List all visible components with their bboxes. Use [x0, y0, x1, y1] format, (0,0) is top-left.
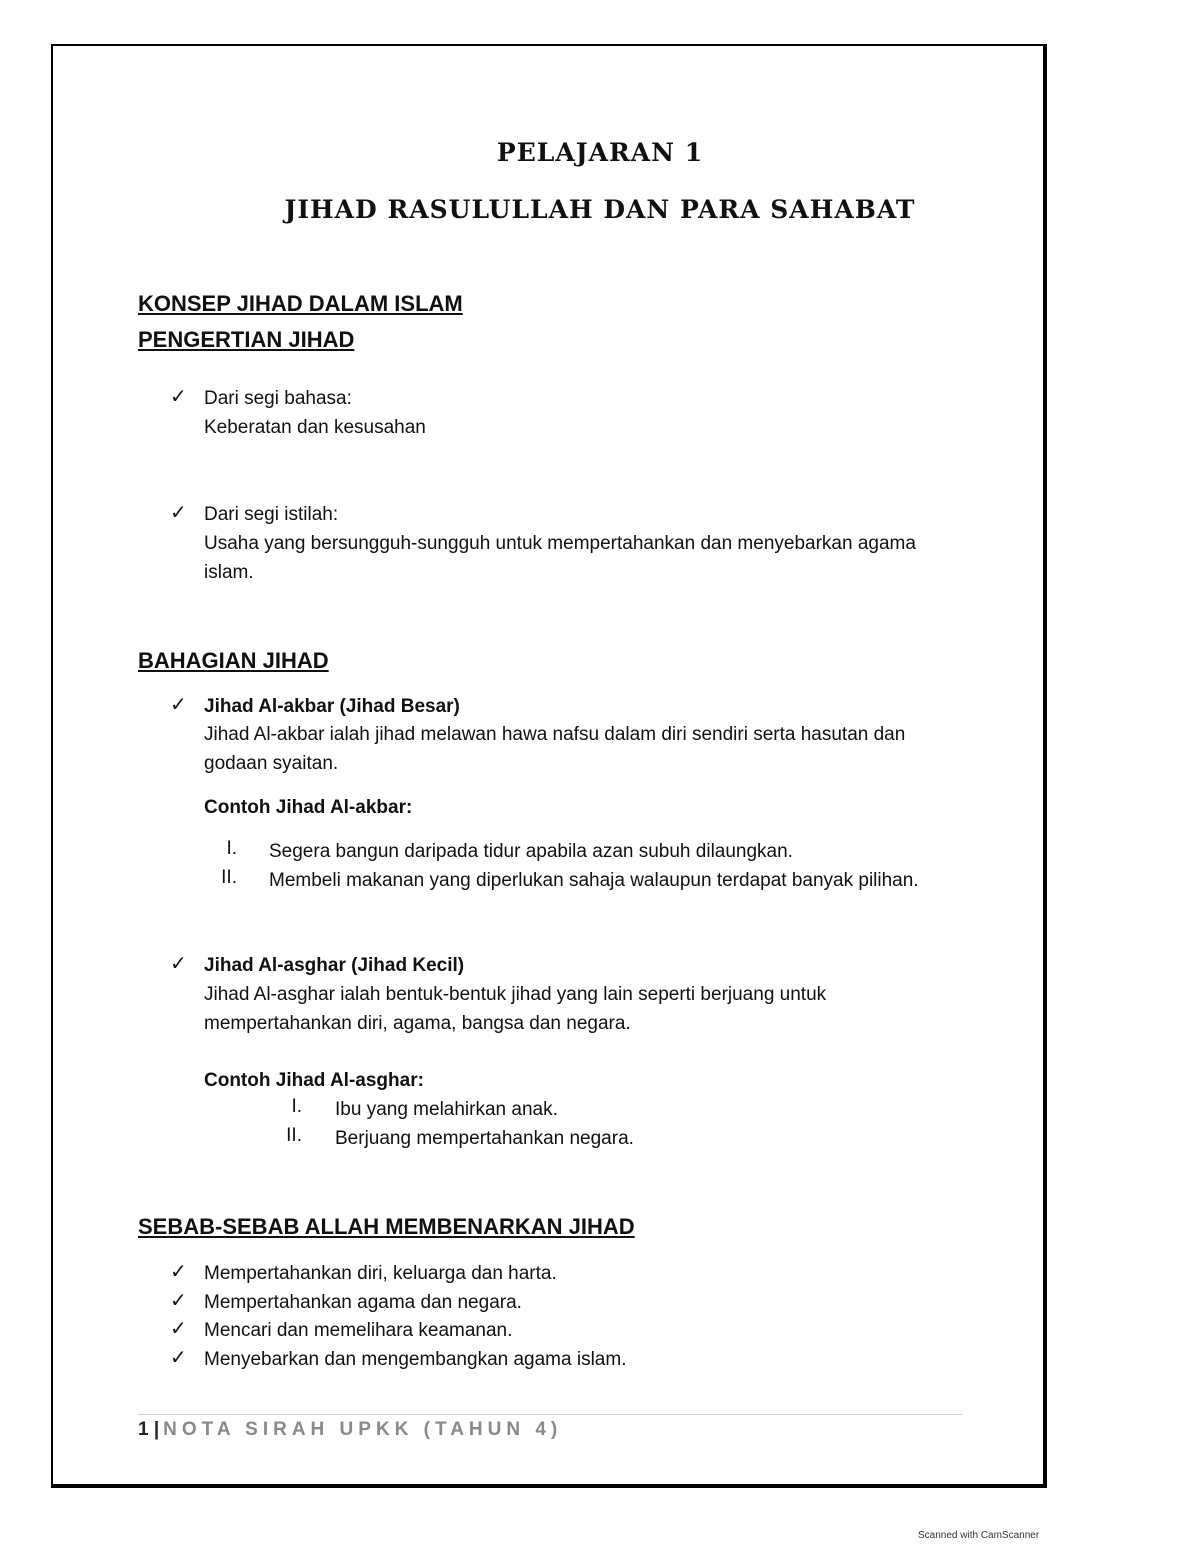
akbar-text-line2: godaan syaitan. — [204, 753, 339, 774]
check-icon: ✓ — [170, 1347, 187, 1369]
asghar-text-line1: Jihad Al-asghar ialah bentuk-bentuk jihad yang lain seperti berjuang untuk — [204, 984, 827, 1005]
footer-divider — [138, 1414, 962, 1415]
list-number: I. — [226, 838, 237, 859]
heading-pengertian-jihad: PENGERTIAN JIHAD — [138, 327, 355, 352]
akbar-example-label: Contoh Jihad Al-akbar: — [204, 797, 413, 818]
check-icon: ✓ — [170, 386, 187, 408]
istilah-text-line1: Usaha yang bersungguh-sungguh untuk mempertahankan dan menyebarkan agama — [204, 533, 916, 554]
check-icon: ✓ — [170, 1261, 187, 1283]
list-item: Berjuang mempertahankan negara. — [335, 1128, 634, 1149]
list-item: Membeli makanan yang diperlukan sahaja walaupun terdapat banyak pilihan. — [269, 870, 919, 891]
bahasa-label: Dari segi bahasa: — [204, 388, 352, 409]
bahasa-text: Keberatan dan kesusahan — [204, 417, 426, 438]
list-number: II. — [286, 1125, 302, 1146]
akbar-text-line1: Jihad Al-akbar ialah jihad melawan hawa nafsu dalam diri sendiri serta hasutan dan — [204, 724, 906, 745]
asghar-text-line2: mempertahankan diri, agama, bangsa dan negara. — [204, 1013, 631, 1034]
page-footer — [138, 1419, 562, 1441]
check-icon: ✓ — [170, 1290, 187, 1312]
istilah-label: Dari segi istilah: — [204, 504, 339, 525]
heading-sebab-jihad: SEBAB-SEBAB ALLAH MEMBENARKAN JIHAD — [138, 1214, 635, 1239]
check-icon: ✓ — [170, 953, 187, 975]
list-item: Mempertahankan diri, keluarga dan harta. — [204, 1263, 557, 1284]
page-subtitle: JIHAD RASULULLAH DAN PARA SAHABAT — [284, 195, 916, 224]
check-icon: ✓ — [170, 1318, 187, 1340]
istilah-text-line2: islam. — [204, 562, 254, 583]
list-item: Segera bangun daripada tidur apabila azan subuh dilaungkan. — [269, 841, 793, 862]
list-item: Mencari dan memelihara keamanan. — [204, 1320, 513, 1341]
heading-bahagian-jihad: BAHAGIAN JIHAD — [138, 648, 329, 673]
list-item: Mempertahankan agama dan negara. — [204, 1292, 522, 1313]
page-title: PELAJARAN 1 — [496, 138, 704, 167]
footer-note: NOTA SIRAH UPKK (TAHUN 4) — [163, 1419, 563, 1440]
list-item: Menyebarkan dan mengembangkan agama islam. — [204, 1349, 627, 1370]
page-number: 1 | — [138, 1419, 160, 1440]
scanner-watermark: Scanned with CamScanner — [918, 1530, 1040, 1541]
list-number: II. — [221, 867, 237, 888]
asghar-label: Jihad Al-asghar (Jihad Kecil) — [204, 955, 465, 976]
check-icon: ✓ — [170, 502, 187, 524]
heading-konsep-jihad: KONSEP JIHAD DALAM ISLAM — [138, 291, 463, 316]
list-number: I. — [291, 1096, 302, 1117]
asghar-example-label: Contoh Jihad Al-asghar: — [204, 1070, 424, 1091]
list-item: Ibu yang melahirkan anak. — [335, 1099, 558, 1120]
check-icon: ✓ — [170, 694, 187, 716]
akbar-label: Jihad Al-akbar (Jihad Besar) — [204, 696, 460, 717]
